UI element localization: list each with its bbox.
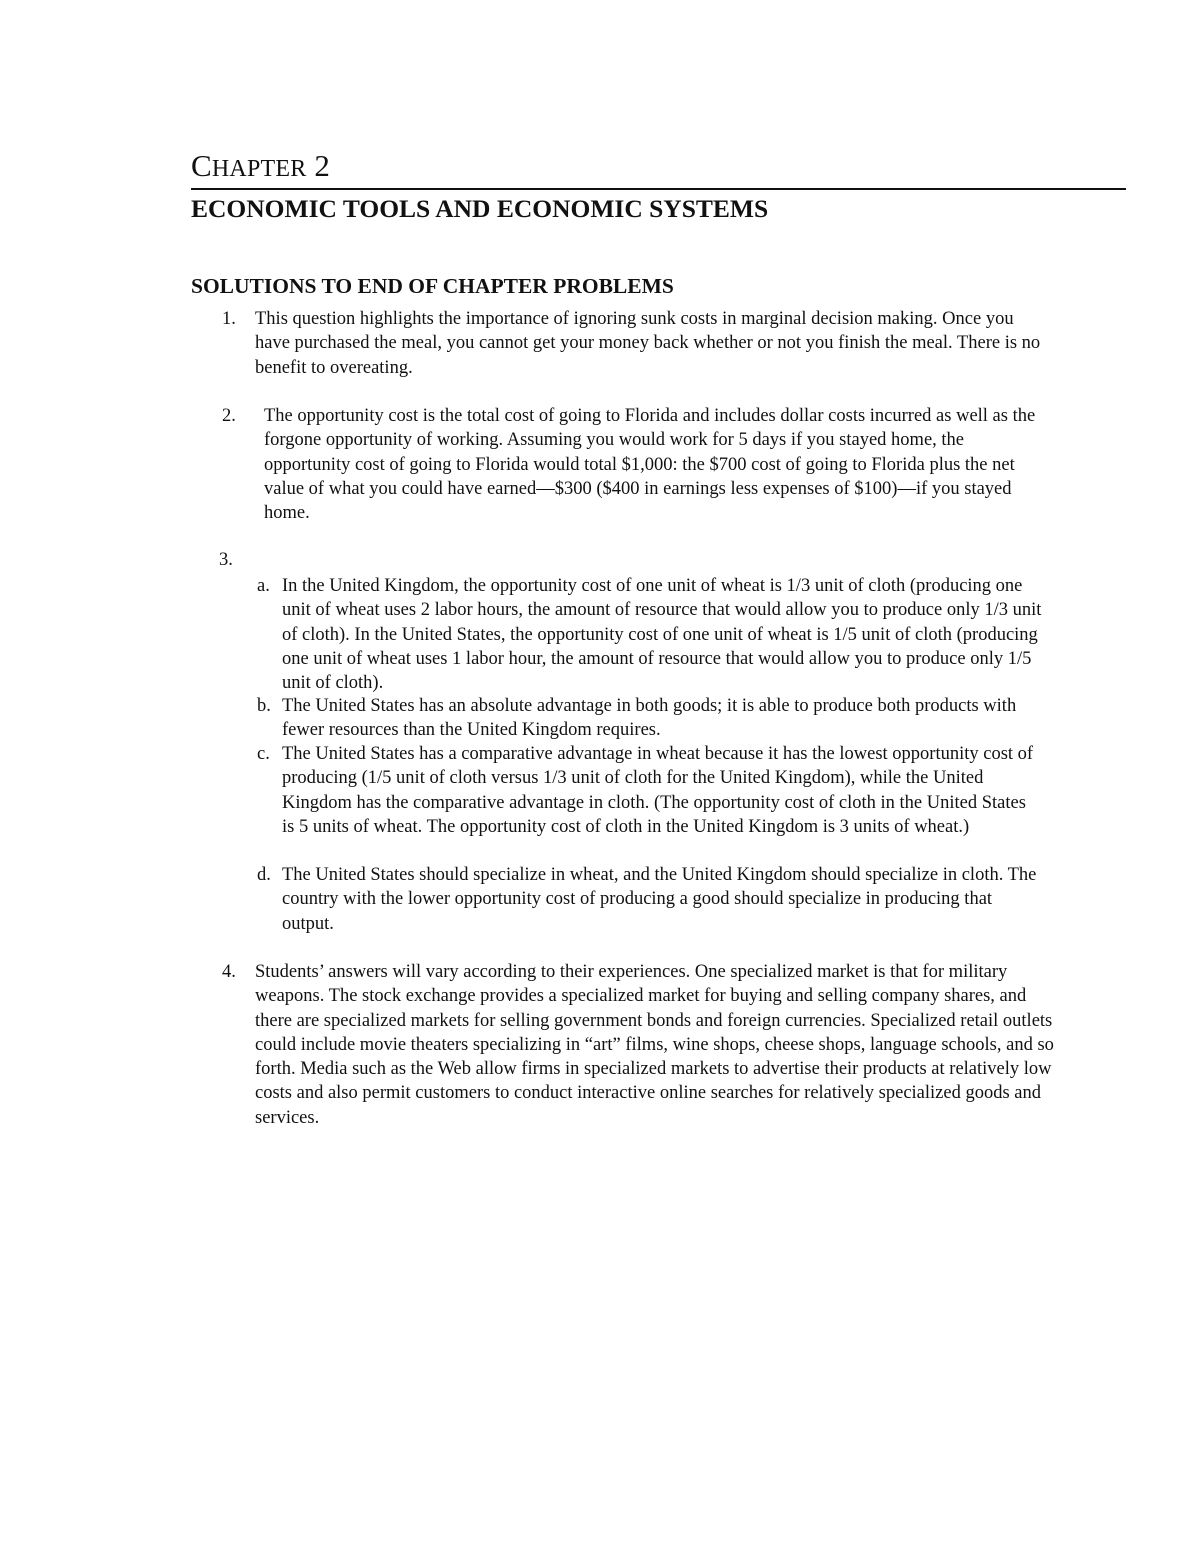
part-text: The United States has a comparative advantage in wheat because it has the lowest opportunity cost of producing (1/5 unit of cloth versus 1/3 unit of cloth for the United Kingdom), while the United Kingdom has the comparative advantage in cloth. (The opportunity cost of cloth in the United States is 5 units of wheat. The opportunity cost of cloth in the United Kingdom is 3 units of wheat.): [282, 744, 1034, 837]
problem-text: Students’ answers will vary according to their experiences. One specialized market is that for military weapons. The stock exchange provides a specialized market for buying and selling company shares, and there are specialized markets for selling government bonds and foreign currencies. Specialized retail outlets could include movie theaters specializing in “art” films, wine shops, cheese shops, language schools, and so forth. Media such as the Web allow firms in specialized markets to advertise their products at relatively low costs and also permit customers to conduct interactive online searches for relatively specialized goods and services.: [255, 962, 1054, 1128]
part-letter: c.: [257, 744, 270, 764]
chapter-title: ECONOMIC TOOLS AND ECONOMIC SYSTEMS: [191, 194, 769, 223]
chapter-label: [191, 146, 330, 189]
part-text: The United States should specialize in wheat, and the United Kingdom should specialize in cloth. The country with the lower opportunity cost of producing a good should specialize in producing that output.: [282, 865, 1037, 934]
part-letter: b.: [257, 696, 271, 716]
section-heading: SOLUTIONS TO END OF CHAPTER PROBLEMS: [191, 274, 674, 298]
part-letter: a.: [257, 576, 270, 596]
chapter-number: 2: [314, 148, 331, 183]
problem-number: 3.: [219, 550, 233, 570]
problem-number: 2.: [222, 406, 236, 426]
problem-text: The opportunity cost is the total cost of going to Florida and includes dollar costs incurred as well as the forgone opportunity of working. Assuming you would work for 5 days if you stayed home, the opportunity cost of going to Florida would total $1,000: the $700 cost of going to Florida plus the net value of what you could have earned—$300 ($400 in earnings less expenses of $100)—if you stayed home.: [264, 406, 1036, 524]
part-text: In the United Kingdom, the opportunity cost of one unit of wheat is 1/3 unit of cloth (producing one unit of wheat uses 2 labor hours, the amount of resource that would allow you to produce only 1/3 unit of cloth). In the United States, the opportunity cost of one unit of wheat is 1/5 unit of cloth (producing one unit of wheat uses 1 labor hour, the amount of resource that would allow you to produce only 1/5 unit of cloth).: [282, 576, 1042, 694]
chapter-rule: [191, 188, 1126, 190]
problem-text: This question highlights the importance of ignoring sunk costs in marginal decision making. Once you have purchased the meal, you cannot get your money back whether or not you finish the meal. There is no benefit to overeating.: [255, 309, 1041, 378]
chapter-label-initial: C: [191, 148, 212, 183]
problem-number: 4.: [222, 962, 236, 982]
part-letter: d.: [257, 865, 271, 885]
chapter-label-rest: HAPTER: [211, 156, 307, 182]
problem-number: 1.: [222, 309, 236, 329]
part-text: The United States has an absolute advantage in both goods; it is able to produce both products with fewer resources than the United Kingdom requires.: [282, 696, 1017, 741]
